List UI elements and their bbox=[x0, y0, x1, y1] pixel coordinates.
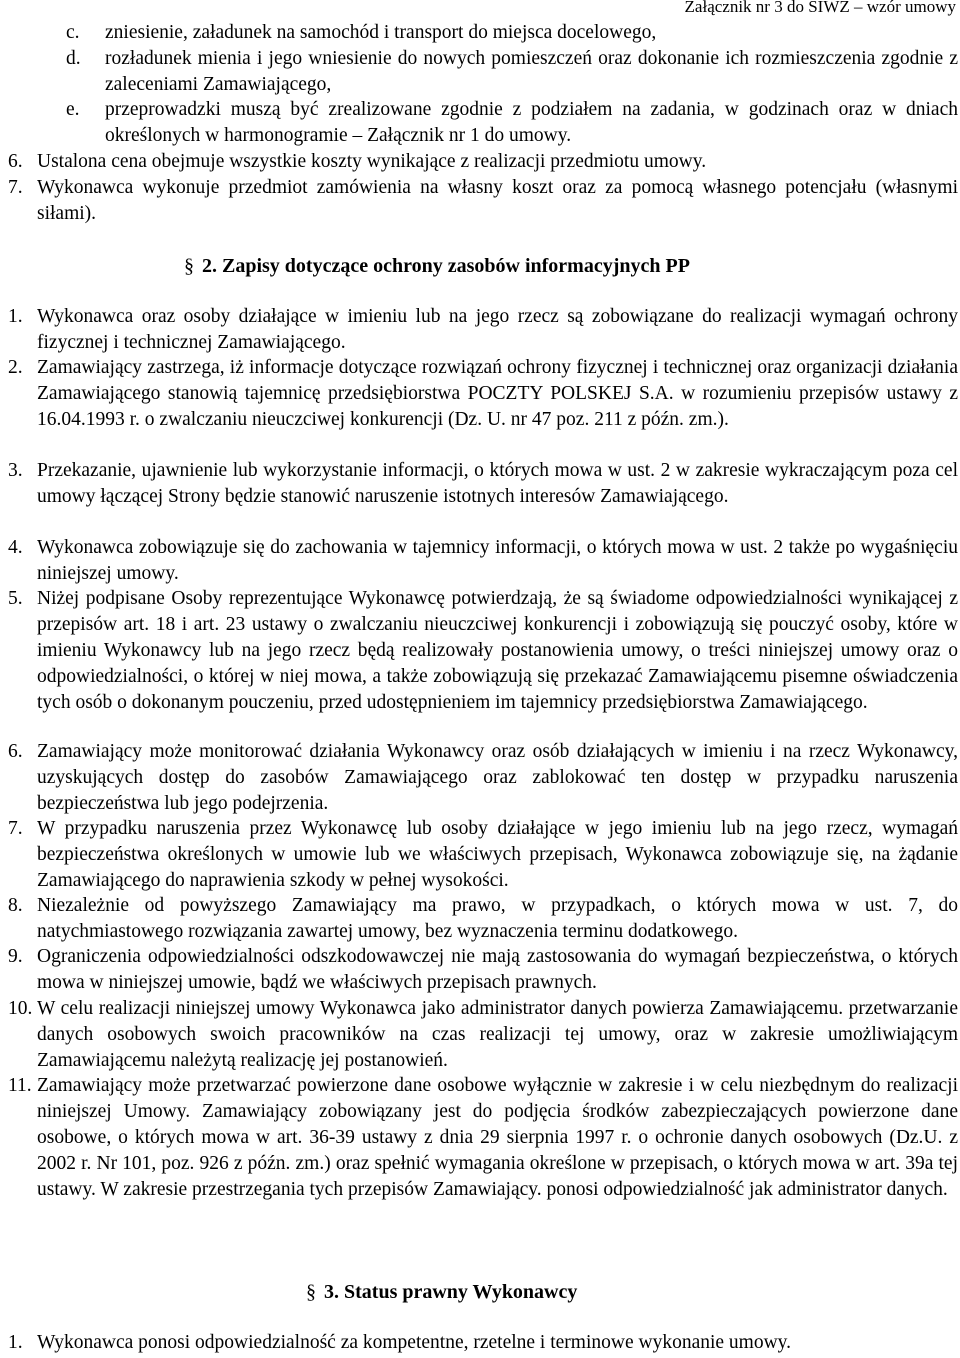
item-number: e. bbox=[66, 99, 80, 120]
section-heading bbox=[0, 253, 960, 279]
item-number: 7. bbox=[8, 177, 23, 198]
item-text: Ograniczenia odpowiedzialności odszkodowawczej nie mają zastosowania do wymagań bezpieczeństwa, o których mowa w niniejszej umowie, bądź we właściwych przepisach prawnych. bbox=[37, 946, 958, 993]
section-heading bbox=[0, 1279, 960, 1305]
list-item bbox=[0, 996, 958, 1074]
item-number: 7. bbox=[8, 818, 23, 839]
item-number: d. bbox=[66, 48, 81, 69]
item-text: W celu realizacji niniejszej umowy Wykonawca jako administrator danych powierza Zamawiającemu. przetwarzanie danych osobowych swoich pracowników na czas realizacji tej umowy, oraz w zakresie umożliwiającym Zamawiającemu należytą realizację jej postanowień. bbox=[37, 998, 958, 1071]
page-header: Załącznik nr 3 do SIWZ – wzór umowy bbox=[684, 0, 956, 16]
section-symbol: § bbox=[306, 1281, 316, 1303]
item-text: Zamawiający może monitorować działania Wykonawcy oraz osób działających w imieniu i na rzecz Wykonawcy, uzyskujących dostęp do zasobów Zamawiającego oraz zablokować ten dostęp w przypadku naruszenia bezpieczeństwa lub jego podejrzenia. bbox=[37, 741, 958, 814]
item-number: 2. bbox=[8, 357, 23, 378]
item-text: zniesienie, załadunek na samochód i transport do miejsca docelowego, bbox=[105, 22, 657, 43]
item-number: 1. bbox=[8, 1332, 23, 1353]
list-item bbox=[0, 1073, 958, 1203]
item-text: Wykonawca ponosi odpowiedzialność za kompetentne, rzetelne i terminowe wykonanie umowy. bbox=[37, 1332, 792, 1353]
item-text: W przypadku naruszenia przez Wykonawcę lub osoby działające w jego imieniu lub na jego rzecz, wymagań bezpieczeństwa określonych w umowie lub we właściwych przepisach, Wykonawca zobowiązuje się, na żądanie Zamawiającego do naprawienia szkody w pełnej wysokości. bbox=[37, 818, 958, 891]
list-item bbox=[0, 46, 958, 98]
item-number: 4. bbox=[8, 537, 23, 558]
item-number: 11. bbox=[8, 1075, 32, 1096]
item-text: Ustalona cena obejmuje wszystkie koszty wynikające z realizacji przedmiotu umowy. bbox=[37, 151, 707, 172]
item-number: 6. bbox=[8, 741, 23, 762]
item-text: Wykonawca wykonuje przedmiot zamówienia na własny koszt oraz za pomocą własnego potencjału (własnymi siłami). bbox=[37, 177, 958, 224]
list-item bbox=[0, 586, 958, 716]
list-item bbox=[0, 739, 958, 817]
item-text: Wykonawca oraz osoby działające w imieniu lub na jego rzecz są zobowiązane do realizacji wymagań ochrony fizycznej i technicznej Zamawiającego. bbox=[37, 306, 958, 353]
item-number: 3. bbox=[8, 460, 23, 481]
list-item bbox=[0, 458, 958, 510]
item-number: 9. bbox=[8, 946, 23, 967]
item-text: rozładunek mienia i jego wniesienie do nowych pomieszczeń oraz dokonanie ich rozmieszczenia zgodnie z zaleceniami Zamawiającego, bbox=[105, 48, 958, 95]
list-item bbox=[0, 97, 958, 149]
item-text: Zamawiający zastrzega, iż informacje dotyczące rozwiązań ochrony fizycznej i technicznej oraz organizacji działania Zamawiającego stanowią tajemnicę przedsiębiorstwa POCZTY POLSKEJ S.A. w rozumieniu przepisów ustawy z 16.04.1993 r. o zwalczaniu nieuczciwej konkurencji (Dz. U. nr 47 poz. 211 z późn. zm.). bbox=[37, 357, 958, 430]
item-text: Niezależnie od powyższego Zamawiający ma prawo, w przypadkach, o których mowa w ust. 7, do natychmiastowego rozwiązania zawartej umowy, bez wyznaczenia terminu dodatkowego. bbox=[37, 895, 958, 942]
section-title: 2. Zapisy dotyczące ochrony zasobów informacyjnych PP bbox=[202, 255, 690, 277]
item-number: 8. bbox=[8, 895, 23, 916]
item-text: Niżej podpisane Osoby reprezentujące Wykonawcę potwierdzają, że są świadome odpowiedzialności wynikającej z przepisów art. 18 i art. 23 ustawy o zwalczaniu nieuczciwej konkurencji i zobowiązują się pouczyć osoby, które w imieniu Wykonawcy lub na jego rzecz będą realizowały postanowienia umowy, o treści niniejszej umowy oraz o odpowiedzialności, o której w niej mowa, a także zobowiązują się przekazać Zamawiającemu pisemne oświadczenia tych osób o dokonanym pouczeniu, przed udostępnieniem im tajemnicy przedsiębiorstwa Zamawiającego. bbox=[37, 588, 958, 713]
section-symbol: § bbox=[184, 255, 194, 277]
list-item bbox=[0, 20, 958, 46]
item-text: Wykonawca zobowiązuje się do zachowania w tajemnicy informacji, o których mowa w ust. 2 także po wygaśnięciu niniejszej umowy. bbox=[37, 537, 958, 584]
list-item bbox=[0, 304, 958, 356]
item-number: c. bbox=[66, 22, 80, 43]
list-item bbox=[0, 535, 958, 587]
item-number: 10. bbox=[8, 998, 33, 1019]
list-item bbox=[0, 355, 958, 433]
list-item bbox=[0, 175, 958, 227]
list-item bbox=[0, 1330, 958, 1356]
item-number: 6. bbox=[8, 151, 23, 172]
item-number: 5. bbox=[8, 588, 23, 609]
item-text: Zamawiający może przetwarzać powierzone dane osobowe wyłącznie w zakresie i w celu niezbędnym do realizacji niniejszej Umowy. Zamawiający zobowiązany jest do podjęcia środków zabezpieczających powierzone dane osobowe, o których mowa w art. 36-39 ustawy z dnia 29 sierpnia 1997 r. o ochronie danych osobowych (Dz.U. z 2002 r. Nr 101, poz. 926 z późn. zm.) oraz spełnić wymagania określone w przepisach, o których mowa w art. 39a tej ustawy. W zakresie przestrzegania tych przepisów Zamawiający. ponosi odpowiedzialność jak administrator danych. bbox=[37, 1075, 958, 1200]
list-item bbox=[0, 816, 958, 894]
item-text: Przekazanie, ujawnienie lub wykorzystanie informacji, o których mowa w ust. 2 w zakresie wykraczającym poza cel umowy łączącej Strony będzie stanowić naruszenie istotnych interesów Zamawiającego. bbox=[37, 460, 958, 507]
list-item bbox=[0, 149, 958, 175]
item-number: 1. bbox=[8, 306, 23, 327]
section-title: 3. Status prawny Wykonawcy bbox=[324, 1281, 578, 1303]
list-item bbox=[0, 893, 958, 945]
list-item bbox=[0, 944, 958, 996]
item-text: przeprowadzki muszą być zrealizowane zgodnie z podziałem na zadania, w godzinach oraz w dniach określonych w harmonogramie – Załącznik nr 1 do umowy. bbox=[105, 99, 958, 146]
